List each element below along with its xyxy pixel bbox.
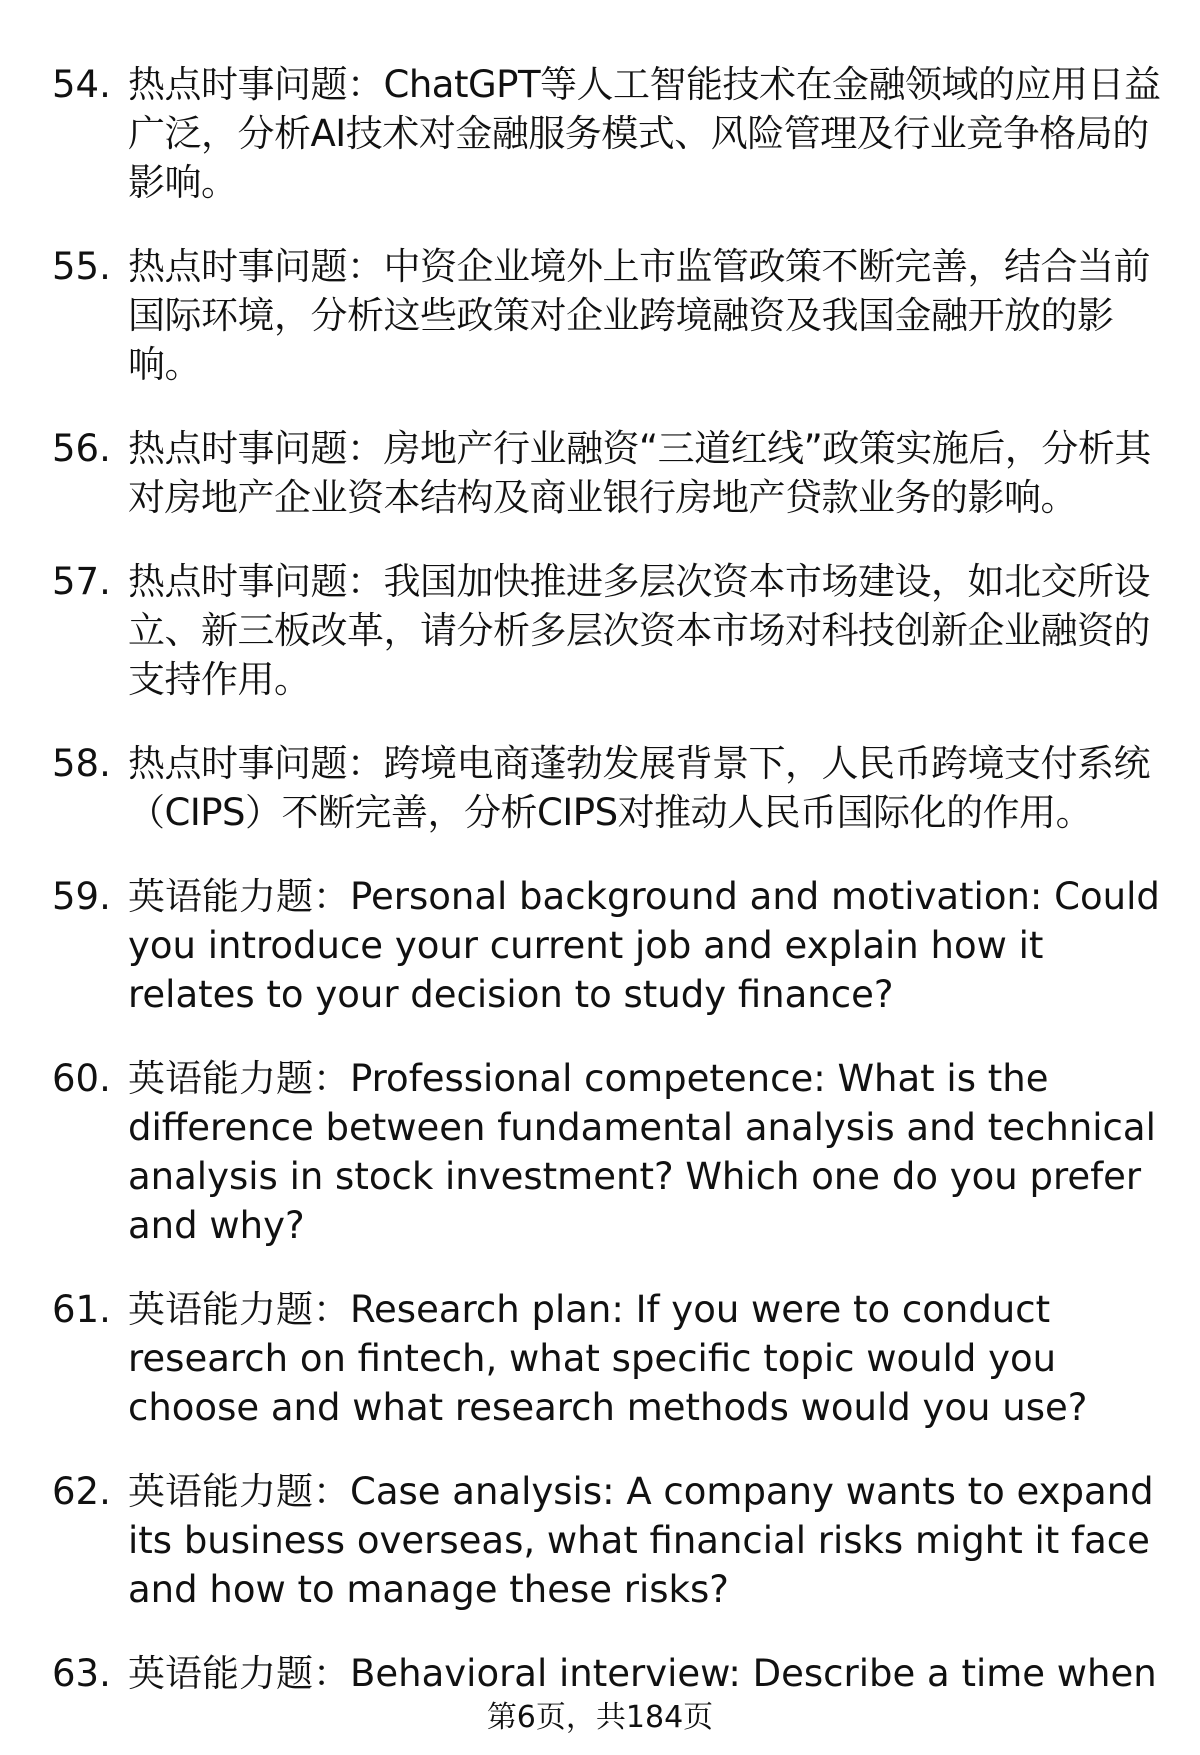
question-item bbox=[52, 739, 1162, 837]
question-text: 英语能力题：Personal background and motivation: Could you introduce your current job and explain how it relates to your decision to study finance? bbox=[128, 875, 1160, 1016]
question-text: 热点时事问题：中资企业境外上市监管政策不断完善，结合当前国际环境，分析这些政策对企业跨境融资及我国金融开放的影响。 bbox=[128, 245, 1150, 386]
question-item bbox=[52, 60, 1162, 207]
question-item bbox=[52, 1285, 1162, 1432]
question-number: 54. bbox=[52, 63, 111, 106]
question-text: 英语能力题：Case analysis: A company wants to expand its business overseas, what financial risks might it face and how to manage these risks? bbox=[128, 1470, 1154, 1611]
question-item bbox=[52, 1649, 1162, 1698]
question-text: 热点时事问题：我国加快推进多层次资本市场建设，如北交所设立、新三板改革，请分析多层次资本市场对科技创新企业融资的支持作用。 bbox=[128, 560, 1150, 701]
question-item bbox=[52, 1054, 1162, 1250]
question-list bbox=[52, 60, 1162, 1733]
question-text: 热点时事问题：ChatGPT等人工智能技术在金融领域的应用日益广泛，分析AI技术对金融服务模式、风险管理及行业竞争格局的影响。 bbox=[128, 63, 1161, 204]
page-footer: 第6页，共184页 bbox=[486, 1700, 714, 1735]
question-text: 热点时事问题：跨境电商蓬勃发展背景下，人民币跨境支付系统（CIPS）不断完善，分析CIPS对推动人民币国际化的作用。 bbox=[128, 742, 1150, 834]
question-number: 56. bbox=[52, 427, 111, 470]
question-text: 英语能力题：Professional competence: What is the difference between fundamental analysis and technical analysis in stock investment? Which one do you prefer and why? bbox=[128, 1057, 1156, 1247]
question-number: 60. bbox=[52, 1057, 111, 1100]
question-number: 63. bbox=[52, 1652, 111, 1695]
question-text: 热点时事问题：房地产行业融资“三道红线”政策实施后，分析其对房地产企业资本结构及商业银行房地产贷款业务的影响。 bbox=[128, 427, 1151, 519]
question-number: 58. bbox=[52, 742, 111, 785]
question-item bbox=[52, 242, 1162, 389]
question-item bbox=[52, 424, 1162, 522]
question-text: 英语能力题：Behavioral interview: Describe a time when bbox=[128, 1652, 1157, 1695]
question-number: 59. bbox=[52, 875, 111, 918]
question-item bbox=[52, 557, 1162, 704]
question-number: 57. bbox=[52, 560, 111, 603]
question-number: 55. bbox=[52, 245, 111, 288]
question-number: 62. bbox=[52, 1470, 111, 1513]
question-text: 英语能力题：Research plan: If you were to conduct research on fintech, what specific topic would you choose and what research methods would you use? bbox=[128, 1288, 1088, 1429]
question-item bbox=[52, 872, 1162, 1019]
question-item bbox=[52, 1467, 1162, 1614]
question-number: 61. bbox=[52, 1288, 111, 1331]
